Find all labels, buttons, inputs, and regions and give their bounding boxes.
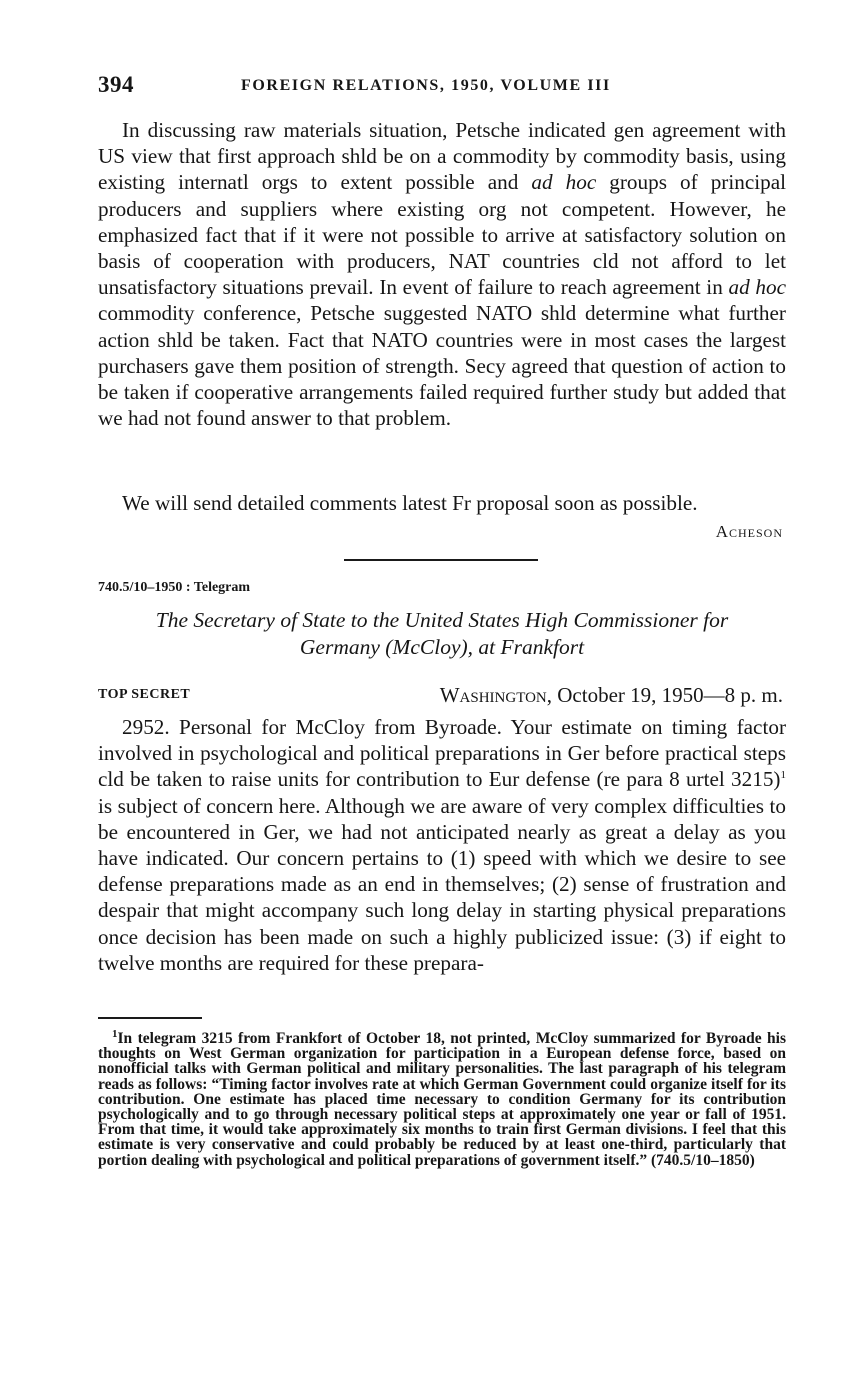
closing-paragraph: We will send detailed comments latest Fr proposal soon as possible.	[122, 491, 698, 515]
section-divider	[344, 559, 538, 561]
dateline: Washington, October 19, 1950—8 p. m.	[439, 683, 783, 707]
file-reference: 740.5/10–1950 : Telegram	[98, 580, 251, 595]
italic-term: ad hoc	[728, 275, 786, 300]
classification-label: TOP SECRET	[98, 687, 191, 702]
prior-telegram-paragraph: In discussing raw materials situation, Petsche indicated gen agreement with US view that first approach shld be on a commodity by commodity basis, using existing internatl orgs to extent possible and ad hoc groups of principal producers and suppliers where existing org not competent. However, he emphasized fact that if it were not possible to arrive at satisfactory solution on basis of cooperation with producers, NAT countries cld not afford to let unsatisfactory situations prevail. In event of failure to reach agreement in ad hoc commodity conference, Petsche suggested NATO shld determine what further action shld be taken. Fact that NATO countries were in most cases the largest purchasers gave them position of strength. Secy agreed that question of action to be taken if cooperative arrangements failed required further study but added that we had not found answer to that problem.	[98, 118, 786, 431]
footnote-separator	[98, 1017, 202, 1019]
running-head: FOREIGN RELATIONS, 1950, VOLUME III	[241, 77, 611, 94]
page-number: 394	[98, 72, 134, 97]
footnote-reference: 1	[780, 769, 786, 782]
footnote-marker: 1	[112, 1027, 118, 1040]
page-header	[98, 72, 788, 102]
telegram-body: 2952. Personal for McCloy from Byroade. Your estimate on timing factor involved in psychological and political preparations in Ger before practical steps cld be taken to raise units for contribution to Eur defense (re para 8 urtel 3215)$^1$ is subject of concern here. Although we are aware of very complex difficulties to be encountered in Ger, we had not anticipated nearly as great a delay as you have indicated. Our concern pertains to (1) speed with which we desire to see defense preparations made as an end in themselves; (2) sense of frustration and despair that might accompany such long delay in starting physical preparations once decision has been made on such a highly publicized issue: (3) if eight to twelve months are required for these prepara-	[98, 715, 786, 975]
document-title: The Secretary of State to the United States High Commissioner for Germany (McCloy), at Frankfort	[155, 608, 729, 659]
italic-term: ad hoc	[531, 170, 597, 195]
signature: Acheson	[715, 522, 783, 541]
footnote: $^1$In telegram 3215 from Frankfort of October 18, not printed, McCloy summarized for Byroade his thoughts on West German organization for participation in a European defense force, based on nonofficial talks with German political and military personalities. The last paragraph of his telegram reads as follows: “Timing factor involves rate at which German Government could organize itself for its contribution. One estimate has placed time necessary to condition Germany for its contribution psychologically and to go through necessary political steps at approximately one year or fall of 1951. From that time, it would take approximately six months to train first German divisions. I feel that this estimate is very conservative and could probably be reduced by at least one-third, particularly that portion dealing with psychological and political preparations of government itself.” (740.5/10–1850)	[98, 1027, 786, 1169]
